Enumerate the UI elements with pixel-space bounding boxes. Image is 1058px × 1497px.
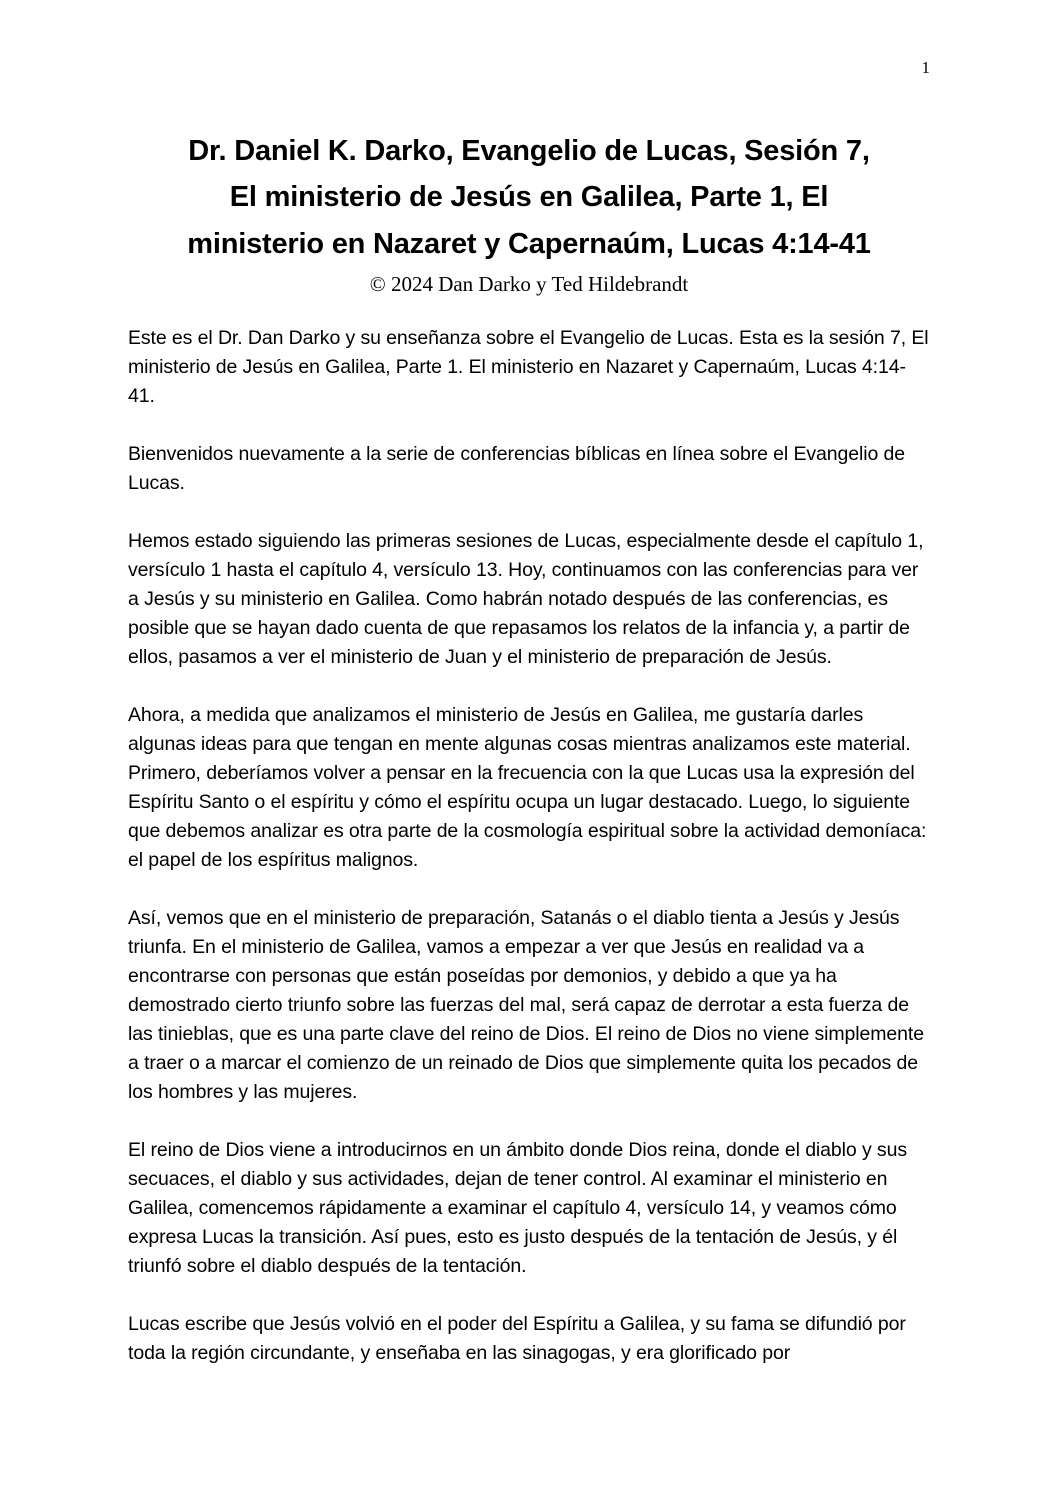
copyright-line: © 2024 Dan Darko y Ted Hildebrandt (369, 272, 689, 297)
paragraph-2: Bienvenidos nuevamente a la serie de conferencias bíblicas en línea sobre el Evangelio de Lucas. (128, 443, 906, 495)
page-number: 1 (921, 58, 930, 77)
paragraph-6: El reino de Dios viene a introducirnos en un ámbito donde Dios reina, donde el diablo y sus secuaces, el diablo y sus actividades, dejan de tener control. Al examinar el ministerio en Galilea, comencemos rápidamente a examinar el capítulo 4, versículo 14, y veamos cómo expresa Lucas la transición. Así pues, esto es justo después de la tentación de Jesús, y él triunfó sobre el diablo después de la tentación. (128, 1139, 907, 1278)
paragraph-5: Así, vemos que en el ministerio de preparación, Satanás o el diablo tienta a Jesús y Jesús triunfa. En el ministerio de Galilea, vamos a empezar a ver que Jesús en realidad va a encontrarse con personas que están poseídas por demonios, y debido a que ya ha demostrado cierto triunfo sobre las fuerzas del mal, será capaz de derrotar a esta fuerza de las tinieblas, que es una parte clave del reino de Dios. El reino de Dios no viene simplemente a traer o a marcar el comienzo de un reinado de Dios que simplemente quita los pecados de los hombres y las mujeres. (128, 907, 924, 1104)
title-line-2: El ministerio de Jesús en Galilea, Parte 1, El (229, 181, 829, 214)
paragraph-1: Este es el Dr. Dan Darko y su enseñanza sobre el Evangelio de Lucas. Esta es la sesión 7, El ministerio de Jesús en Galilea, Parte 1. El ministerio en Nazaret y Capernaúm, Lucas 4:14-41. (128, 327, 929, 408)
title-line-1: Dr. Daniel K. Darko, Evangelio de Lucas, Sesión 7, (188, 135, 870, 167)
paragraph-7: Lucas escribe que Jesús volvió en el poder del Espíritu a Galilea, y su fama se difundió por toda la región circundante, y enseñaba en las sinagogas, y era glorificado por (128, 1313, 906, 1365)
document-body (128, 324, 930, 1368)
paragraph-3: Hemos estado siguiendo las primeras sesiones de Lucas, especialmente desde el capítulo 1, versículo 1 hasta el capítulo 4, versículo 13. Hoy, continuamos con las conferencias para ver a Jesús y su ministerio en Galilea. Como habrán notado después de las conferencias, es posible que se hayan dado cuenta de que repasamos los relatos de la infancia y, a partir de ellos, pasamos a ver el ministerio de Juan y el ministerio de preparación de Jesús. (128, 530, 924, 669)
paragraph-4: Ahora, a medida que analizamos el ministerio de Jesús en Galilea, me gustaría darles algunas ideas para que tengan en mente algunas cosas mientras analizamos este material. Primero, deberíamos volver a pensar en la frecuencia con la que Lucas usa la expresión del Espíritu Santo o el espíritu y cómo el espíritu ocupa un lugar destacado. Luego, lo siguiente que debemos analizar es otra parte de la cosmología espiritual sobre la actividad demoníaca: el papel de los espíritus malignos. (128, 704, 927, 872)
title-line-3: ministerio en Nazaret y Capernaúm, Lucas 4:14-41 (187, 227, 871, 260)
document-title (128, 128, 930, 267)
